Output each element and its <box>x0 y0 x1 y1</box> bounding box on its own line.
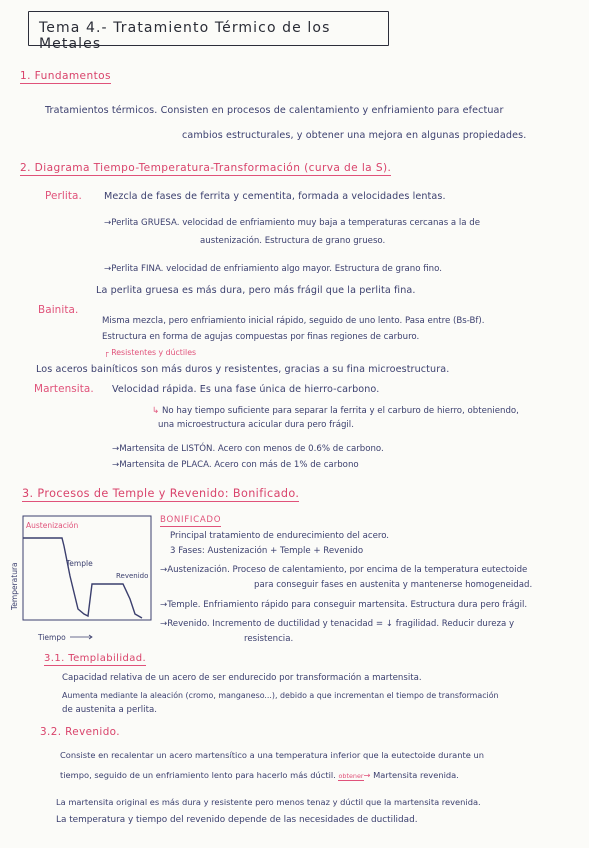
arrow-right-icon: → <box>363 770 371 780</box>
bonificado-line1: Principal tratamiento de endurecimiento del acero. <box>170 531 390 541</box>
bonificado-temple: →Temple. Enfriamiento rápido para conseguir martensita. Estructura dura pero frágil. <box>160 600 528 610</box>
bainita-desc-a: Misma mezcla, pero enfriamiento inicial rápido, seguido de uno lento. Pasa entre (Bs-Bf). <box>102 316 485 326</box>
diagram-xlabel: Tiempo <box>38 633 66 642</box>
martensita-note-b: una microestructura acicular dura pero frágil. <box>158 420 354 430</box>
page-title: Tema 4.- Tratamiento Térmico de los Metales <box>39 20 331 52</box>
title-box <box>28 11 389 52</box>
bonificado-heading: BONIFICADO <box>160 515 222 525</box>
revenido-line2 <box>60 770 459 780</box>
bainita-line: Los aceros bainíticos son más duros y resistentes, gracias a su fina microestructura. <box>36 364 450 375</box>
revenido-line3: La martensita original es más dura y resistente pero menos tenaz y dúctil que la martensita revenida. <box>56 797 481 807</box>
diagram-austenizacion: Austenización <box>26 521 79 530</box>
perlita-term: Perlita. <box>45 190 82 202</box>
revenido-heading: 3.2. Revenido. <box>40 726 120 738</box>
bonificado-line2: 3 Fases: Austenización + Temple + Revenido <box>170 546 364 556</box>
perlita-desc: Mezcla de fases de ferrita y cementita, formada a velocidades lentas. <box>104 191 446 202</box>
revenido-line1: Consiste en recalentar un acero martensítico a una temperatura inferior que la eutectoide durante un <box>60 750 484 760</box>
temple-revenido-diagram <box>8 514 156 646</box>
bracket-mark: ┌ <box>104 348 109 357</box>
bonificado-rev-a: →Revenido. Incremento de ductilidad y tenacidad = ↓ fragilidad. Reducir dureza y <box>160 619 515 629</box>
revenido-obtener: obtener <box>338 772 364 780</box>
bainita-desc-b: Estructura en forma de agujas compuestas por finas regiones de carburo. <box>102 332 420 342</box>
section-2-heading: 2. Diagrama Tiempo-Temperatura-Transformación (curva de la S). <box>20 162 392 174</box>
martensita-placa: →Martensita de PLACA. Acero con más de 1% de carbono <box>112 460 359 470</box>
martensita-note-a-text: No hay tiempo suficiente para separar la ferrita y el carburo de hierro, obteniendo, <box>161 406 519 416</box>
templabilidad-line1: Capacidad relativa de un acero de ser endurecido por transformación a martensita. <box>62 673 422 683</box>
martensita-desc: Velocidad rápida. Es una fase única de hierro-carbono. <box>112 384 380 395</box>
templabilidad-line3: de austenita a perlita. <box>62 705 157 715</box>
martensita-note-a <box>152 406 519 416</box>
bainita-bracket-note <box>104 348 196 357</box>
section-1-heading: 1. Fundamentos <box>20 70 111 82</box>
bainita-bracket-text: Resistentes y dúctiles <box>111 348 197 357</box>
bonificado-aust-a: →Austenización. Proceso de calentamiento, por encima de la temperatura eutectoide <box>160 565 528 575</box>
templabilidad-heading: 3.1. Templabilidad. <box>44 653 147 664</box>
bonificado-aust-b: para conseguir fases en austenita y mantenerse homogeneidad. <box>254 580 533 590</box>
revenido-line2a: tiempo, seguido de un enfriamiento lento para hacerlo más dúctil. <box>60 770 336 780</box>
martensita-liston: →Martensita de LISTÓN. Acero con menos de 0.6% de carbono. <box>112 444 384 454</box>
martensita-term: Martensita. <box>34 383 94 395</box>
perlita-gruesa-b: austenización. Estructura de grano grueso. <box>200 236 386 246</box>
section-3-heading: 3. Procesos de Temple y Revenido: Bonificado. <box>22 487 300 500</box>
diagram-ylabel: Temperatura <box>10 562 19 610</box>
bainita-term: Bainita. <box>38 304 79 316</box>
bonificado-rev-b: resistencia. <box>244 634 294 644</box>
templabilidad-line2: Aumenta mediante la aleación (cromo, manganeso...), debido a que incrementan el tiempo de transformación <box>62 691 499 700</box>
revenido-line2b: Martensita revenida. <box>373 770 459 780</box>
arrow-icon: ↳ <box>152 406 160 416</box>
s1-line2: cambios estructurales, y obtener una mejora en algunas propiedades. <box>182 130 527 141</box>
s1-line1: Tratamientos térmicos. Consisten en procesos de calentamiento y enfriamiento para efectuar <box>45 105 504 116</box>
perlita-fina: →Perlita FINA. velocidad de enfriamiento algo mayor. Estructura de grano fino. <box>104 264 442 274</box>
perlita-note: La perlita gruesa es más dura, pero más frágil que la perlita fina. <box>96 285 416 296</box>
diagram-revenido: Revenido <box>116 572 149 580</box>
diagram-temple: Temple <box>66 559 93 568</box>
revenido-line4: La temperatura y tiempo del revenido depende de las necesidades de ductilidad. <box>56 815 418 825</box>
perlita-gruesa-a: →Perlita GRUESA. velocidad de enfriamiento muy baja a temperaturas cercanas a la de <box>104 218 481 228</box>
